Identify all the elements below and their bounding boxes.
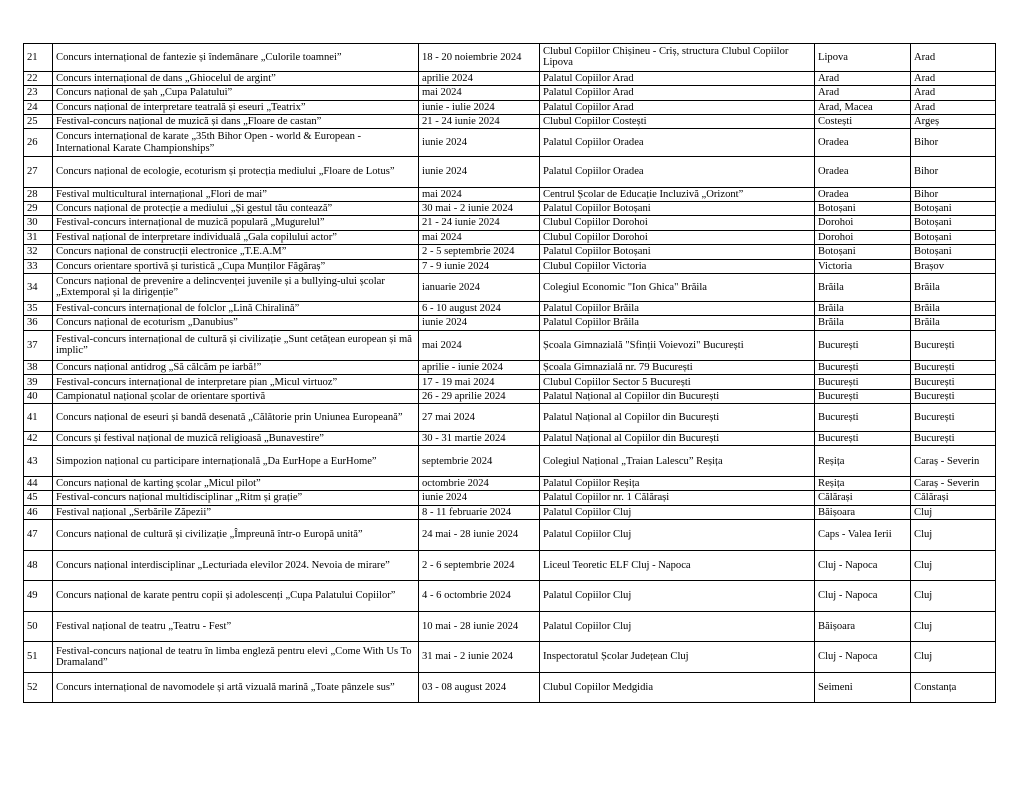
event-organizer: Clubul Copiilor Sector 5 București bbox=[540, 375, 815, 389]
event-locality: Dorohoi bbox=[815, 216, 911, 230]
event-county: Caraș - Severin bbox=[911, 476, 996, 490]
row-number: 48 bbox=[24, 550, 53, 581]
event-organizer: Școala Gimnazială "Sfinții Voievozi" București bbox=[540, 330, 815, 361]
event-organizer: Colegiul Economic "Ion Ghica" Brăila bbox=[540, 274, 815, 302]
event-locality: Arad bbox=[815, 86, 911, 100]
row-number: 40 bbox=[24, 389, 53, 403]
event-organizer: Clubul Copiilor Dorohoi bbox=[540, 230, 815, 244]
event-date: 4 - 6 octombrie 2024 bbox=[419, 581, 540, 612]
event-date: 2 - 5 septembrie 2024 bbox=[419, 245, 540, 259]
event-county: Brăila bbox=[911, 301, 996, 315]
event-locality: Călărași bbox=[815, 491, 911, 505]
event-date: 6 - 10 august 2024 bbox=[419, 301, 540, 315]
event-county: București bbox=[911, 404, 996, 432]
event-date: 8 - 11 februarie 2024 bbox=[419, 505, 540, 519]
event-organizer: Palatul Copiilor Arad bbox=[540, 100, 815, 114]
event-date: 30 - 31 martie 2024 bbox=[419, 432, 540, 446]
table-row bbox=[24, 375, 996, 389]
event-date: iunie 2024 bbox=[419, 157, 540, 188]
event-locality: Caps - Valea Ierii bbox=[815, 520, 911, 551]
event-locality: Botoșani bbox=[815, 245, 911, 259]
event-title: Festival-concurs național multidisciplinar „Ritm și grație” bbox=[53, 491, 419, 505]
event-county: Bihor bbox=[911, 129, 996, 157]
event-county: Cluj bbox=[911, 581, 996, 612]
event-organizer: Palatul Copiilor Cluj bbox=[540, 505, 815, 519]
event-organizer: Palatul Copiilor Arad bbox=[540, 71, 815, 85]
event-title: Festival-concurs internațional de folclor „Lină Chiralină” bbox=[53, 301, 419, 315]
event-title: Festival-concurs internațional de muzică populară „Mugurelul” bbox=[53, 216, 419, 230]
event-locality: Brăila bbox=[815, 301, 911, 315]
event-date: iunie 2024 bbox=[419, 316, 540, 330]
event-date: septembrie 2024 bbox=[419, 446, 540, 477]
event-title: Concurs internațional de navomodele și artă vizuală marină „Toate pânzele sus” bbox=[53, 672, 419, 703]
table-row bbox=[24, 581, 996, 612]
table-row bbox=[24, 505, 996, 519]
event-locality: București bbox=[815, 404, 911, 432]
event-locality: Botoșani bbox=[815, 202, 911, 216]
document-page bbox=[23, 43, 995, 703]
event-title: Concurs național de ecologie, ecoturism și protecția mediului „Floare de Lotus” bbox=[53, 157, 419, 188]
event-locality: București bbox=[815, 432, 911, 446]
event-title: Concurs național de cultură și civilizație „Împreună într-o Europă unită” bbox=[53, 520, 419, 551]
table-row bbox=[24, 520, 996, 551]
row-number: 41 bbox=[24, 404, 53, 432]
event-locality: Cluj - Napoca bbox=[815, 642, 911, 673]
event-date: ianuarie 2024 bbox=[419, 274, 540, 302]
event-date: 30 mai - 2 iunie 2024 bbox=[419, 202, 540, 216]
row-number: 27 bbox=[24, 157, 53, 188]
event-county: Arad bbox=[911, 100, 996, 114]
event-county: Cluj bbox=[911, 642, 996, 673]
event-title: Concurs național de prevenire a delincvenței juvenile și a bullying-ului școlar „Extemporal și la dirigenție” bbox=[53, 274, 419, 302]
event-organizer: Palatul Copiilor Brăila bbox=[540, 316, 815, 330]
event-county: Bihor bbox=[911, 157, 996, 188]
table-row bbox=[24, 259, 996, 273]
event-organizer: Palatul Național al Copiilor din București bbox=[540, 389, 815, 403]
event-date: 10 mai - 28 iunie 2024 bbox=[419, 611, 540, 642]
row-number: 31 bbox=[24, 230, 53, 244]
event-organizer: Palatul Copiilor Cluj bbox=[540, 581, 815, 612]
event-title: Concurs orientare sportivă și turistică „Cupa Munților Făgăraș” bbox=[53, 259, 419, 273]
event-locality: București bbox=[815, 361, 911, 375]
event-date: mai 2024 bbox=[419, 86, 540, 100]
event-title: Concurs internațional de fantezie și îndemânare „Culorile toamnei” bbox=[53, 44, 419, 72]
event-county: Cluj bbox=[911, 550, 996, 581]
table-row bbox=[24, 202, 996, 216]
event-date: octombrie 2024 bbox=[419, 476, 540, 490]
table-row bbox=[24, 100, 996, 114]
event-title: Concurs național de interpretare teatrală și eseuri „Teatrix” bbox=[53, 100, 419, 114]
event-county: București bbox=[911, 375, 996, 389]
event-county: Călărași bbox=[911, 491, 996, 505]
event-locality: Arad, Macea bbox=[815, 100, 911, 114]
table-row bbox=[24, 157, 996, 188]
event-date: mai 2024 bbox=[419, 330, 540, 361]
event-county: Bihor bbox=[911, 187, 996, 201]
event-organizer: Clubul Copiilor Dorohoi bbox=[540, 216, 815, 230]
row-number: 33 bbox=[24, 259, 53, 273]
table-row bbox=[24, 550, 996, 581]
row-number: 29 bbox=[24, 202, 53, 216]
row-number: 23 bbox=[24, 86, 53, 100]
event-date: 7 - 9 iunie 2024 bbox=[419, 259, 540, 273]
row-number: 49 bbox=[24, 581, 53, 612]
event-locality: Băișoara bbox=[815, 505, 911, 519]
row-number: 22 bbox=[24, 71, 53, 85]
event-organizer: Palatul Copiilor Cluj bbox=[540, 520, 815, 551]
event-locality: Victoria bbox=[815, 259, 911, 273]
event-title: Festival multicultural internațional „Flori de mai” bbox=[53, 187, 419, 201]
table-row bbox=[24, 301, 996, 315]
event-organizer: Palatul Copiilor Oradea bbox=[540, 157, 815, 188]
table-row bbox=[24, 187, 996, 201]
table-row bbox=[24, 642, 996, 673]
event-organizer: Palatul Copiilor Cluj bbox=[540, 611, 815, 642]
row-number: 30 bbox=[24, 216, 53, 230]
events-table bbox=[23, 43, 996, 703]
event-date: aprilie 2024 bbox=[419, 71, 540, 85]
event-county: Botoșani bbox=[911, 230, 996, 244]
event-organizer: Clubul Copiilor Medgidia bbox=[540, 672, 815, 703]
row-number: 46 bbox=[24, 505, 53, 519]
event-county: Brăila bbox=[911, 274, 996, 302]
event-organizer: Clubul Copiilor Victoria bbox=[540, 259, 815, 273]
event-title: Concurs național de protecție a mediului „Și gestul tău contează” bbox=[53, 202, 419, 216]
event-title: Concurs internațional de dans „Ghiocelul de argint” bbox=[53, 71, 419, 85]
row-number: 26 bbox=[24, 129, 53, 157]
event-county: Botoșani bbox=[911, 202, 996, 216]
table-row bbox=[24, 330, 996, 361]
table-row bbox=[24, 216, 996, 230]
table-row bbox=[24, 446, 996, 477]
table-row bbox=[24, 476, 996, 490]
event-organizer: Clubul Copiilor Chișineu - Criș, structura Clubul Copiilor Lipova bbox=[540, 44, 815, 72]
event-title: Festival național de interpretare individuală „Gala copilului actor” bbox=[53, 230, 419, 244]
event-date: 21 - 24 iunie 2024 bbox=[419, 114, 540, 128]
event-title: Festival-concurs internațional de interpretare pian „Micul virtuoz” bbox=[53, 375, 419, 389]
event-organizer: Palatul Copiilor Botoșani bbox=[540, 202, 815, 216]
event-locality: Oradea bbox=[815, 129, 911, 157]
table-row bbox=[24, 230, 996, 244]
event-county: București bbox=[911, 432, 996, 446]
row-number: 42 bbox=[24, 432, 53, 446]
event-locality: Dorohoi bbox=[815, 230, 911, 244]
event-locality: Băișoara bbox=[815, 611, 911, 642]
event-title: Concurs național de karting școlar „Micul pilot” bbox=[53, 476, 419, 490]
event-locality: Oradea bbox=[815, 187, 911, 201]
event-county: Botoșani bbox=[911, 245, 996, 259]
event-locality: Arad bbox=[815, 71, 911, 85]
event-locality: Oradea bbox=[815, 157, 911, 188]
event-organizer: Colegiul Național „Traian Lalescu” Reșița bbox=[540, 446, 815, 477]
row-number: 37 bbox=[24, 330, 53, 361]
row-number: 35 bbox=[24, 301, 53, 315]
event-organizer: Palatul Copiilor Oradea bbox=[540, 129, 815, 157]
event-county: Brăila bbox=[911, 316, 996, 330]
event-date: 27 mai 2024 bbox=[419, 404, 540, 432]
event-date: mai 2024 bbox=[419, 230, 540, 244]
event-locality: București bbox=[815, 389, 911, 403]
event-locality: Brăila bbox=[815, 274, 911, 302]
event-locality: Reșița bbox=[815, 446, 911, 477]
row-number: 21 bbox=[24, 44, 53, 72]
event-date: mai 2024 bbox=[419, 187, 540, 201]
table-row bbox=[24, 389, 996, 403]
event-county: Cluj bbox=[911, 611, 996, 642]
event-county: Cluj bbox=[911, 505, 996, 519]
event-title: Concurs național de ecoturism „Danubius” bbox=[53, 316, 419, 330]
event-county: Arad bbox=[911, 71, 996, 85]
table-row bbox=[24, 491, 996, 505]
row-number: 47 bbox=[24, 520, 53, 551]
event-organizer: Palatul Copiilor Botoșani bbox=[540, 245, 815, 259]
table-row bbox=[24, 114, 996, 128]
row-number: 50 bbox=[24, 611, 53, 642]
event-county: București bbox=[911, 361, 996, 375]
event-locality: București bbox=[815, 330, 911, 361]
event-locality: Lipova bbox=[815, 44, 911, 72]
event-locality: Cluj - Napoca bbox=[815, 581, 911, 612]
event-organizer: Palatul Copiilor Reșița bbox=[540, 476, 815, 490]
event-organizer: Palatul Copiilor Brăila bbox=[540, 301, 815, 315]
table-row bbox=[24, 361, 996, 375]
table-row bbox=[24, 274, 996, 302]
event-organizer: Școala Gimnazială nr. 79 București bbox=[540, 361, 815, 375]
event-locality: Seimeni bbox=[815, 672, 911, 703]
event-county: București bbox=[911, 330, 996, 361]
event-county: Brașov bbox=[911, 259, 996, 273]
event-title: Concurs național de construcții electronice „T.E.A.M” bbox=[53, 245, 419, 259]
event-locality: Cluj - Napoca bbox=[815, 550, 911, 581]
event-title: Festival-concurs național de teatru în limba engleză pentru elevi „Come With Us To Dramaland” bbox=[53, 642, 419, 673]
row-number: 52 bbox=[24, 672, 53, 703]
row-number: 45 bbox=[24, 491, 53, 505]
event-date: 21 - 24 iunie 2024 bbox=[419, 216, 540, 230]
table-row bbox=[24, 316, 996, 330]
event-organizer: Centrul Școlar de Educație Incluzivă „Orizont” bbox=[540, 187, 815, 201]
event-date: 26 - 29 aprilie 2024 bbox=[419, 389, 540, 403]
event-date: 18 - 20 noiembrie 2024 bbox=[419, 44, 540, 72]
table-row bbox=[24, 404, 996, 432]
row-number: 34 bbox=[24, 274, 53, 302]
event-title: Simpozion național cu participare internațională „Da EurHope a EurHome” bbox=[53, 446, 419, 477]
event-county: Arad bbox=[911, 86, 996, 100]
row-number: 43 bbox=[24, 446, 53, 477]
event-county: Argeș bbox=[911, 114, 996, 128]
event-date: iunie 2024 bbox=[419, 129, 540, 157]
event-title: Festival-concurs internațional de cultură și civilizație „Sunt cetățean european și mă implic” bbox=[53, 330, 419, 361]
event-title: Concurs național de karate pentru copii și adolescenți „Cupa Palatului Copiilor” bbox=[53, 581, 419, 612]
event-title: Concurs național interdisciplinar „Lecturiada elevilor 2024. Nevoia de mirare” bbox=[53, 550, 419, 581]
event-organizer: Palatul Copiilor Arad bbox=[540, 86, 815, 100]
event-county: Cluj bbox=[911, 520, 996, 551]
event-county: Constanța bbox=[911, 672, 996, 703]
table-row bbox=[24, 432, 996, 446]
table-row bbox=[24, 672, 996, 703]
event-title: Concurs și festival național de muzică religioasă „Bunavestire” bbox=[53, 432, 419, 446]
event-organizer: Liceul Teoretic ELF Cluj - Napoca bbox=[540, 550, 815, 581]
event-organizer: Palatul Național al Copiilor din București bbox=[540, 432, 815, 446]
row-number: 24 bbox=[24, 100, 53, 114]
event-county: Botoșani bbox=[911, 216, 996, 230]
row-number: 32 bbox=[24, 245, 53, 259]
event-date: 31 mai - 2 iunie 2024 bbox=[419, 642, 540, 673]
event-date: 03 - 08 august 2024 bbox=[419, 672, 540, 703]
event-county: București bbox=[911, 389, 996, 403]
table-row bbox=[24, 86, 996, 100]
event-date: 2 - 6 septembrie 2024 bbox=[419, 550, 540, 581]
row-number: 51 bbox=[24, 642, 53, 673]
event-title: Concurs internațional de karate „35th Bihor Open - world & European - International Karate Championships” bbox=[53, 129, 419, 157]
event-organizer: Clubul Copiilor Costești bbox=[540, 114, 815, 128]
event-county: Caraș - Severin bbox=[911, 446, 996, 477]
row-number: 38 bbox=[24, 361, 53, 375]
row-number: 44 bbox=[24, 476, 53, 490]
row-number: 36 bbox=[24, 316, 53, 330]
event-title: Concurs național de șah „Cupa Palatului” bbox=[53, 86, 419, 100]
event-title: Festival național de teatru „Teatru - Fest” bbox=[53, 611, 419, 642]
event-locality: Reșița bbox=[815, 476, 911, 490]
event-date: aprilie - iunie 2024 bbox=[419, 361, 540, 375]
table-row bbox=[24, 611, 996, 642]
event-organizer: Palatul Copiilor nr. 1 Călărași bbox=[540, 491, 815, 505]
row-number: 28 bbox=[24, 187, 53, 201]
event-title: Festival național „Serbările Zăpezii” bbox=[53, 505, 419, 519]
event-organizer: Inspectoratul Școlar Județean Cluj bbox=[540, 642, 815, 673]
events-table-body bbox=[24, 44, 996, 703]
event-date: iunie 2024 bbox=[419, 491, 540, 505]
event-date: 24 mai - 28 iunie 2024 bbox=[419, 520, 540, 551]
event-county: Arad bbox=[911, 44, 996, 72]
table-row bbox=[24, 71, 996, 85]
table-row bbox=[24, 245, 996, 259]
event-date: 17 - 19 mai 2024 bbox=[419, 375, 540, 389]
event-title: Campionatul național școlar de orientare sportivă bbox=[53, 389, 419, 403]
table-row bbox=[24, 129, 996, 157]
event-locality: Brăila bbox=[815, 316, 911, 330]
event-title: Festival-concurs național de muzică și dans „Floare de castan” bbox=[53, 114, 419, 128]
event-title: Concurs național de eseuri și bandă desenată „Călătorie prin Uniunea Europeană” bbox=[53, 404, 419, 432]
event-organizer: Palatul Național al Copiilor din București bbox=[540, 404, 815, 432]
event-locality: Costești bbox=[815, 114, 911, 128]
table-row bbox=[24, 44, 996, 72]
row-number: 25 bbox=[24, 114, 53, 128]
event-locality: București bbox=[815, 375, 911, 389]
row-number: 39 bbox=[24, 375, 53, 389]
event-title: Concurs național antidrog „Să călcăm pe iarbă!” bbox=[53, 361, 419, 375]
event-date: iunie - iulie 2024 bbox=[419, 100, 540, 114]
